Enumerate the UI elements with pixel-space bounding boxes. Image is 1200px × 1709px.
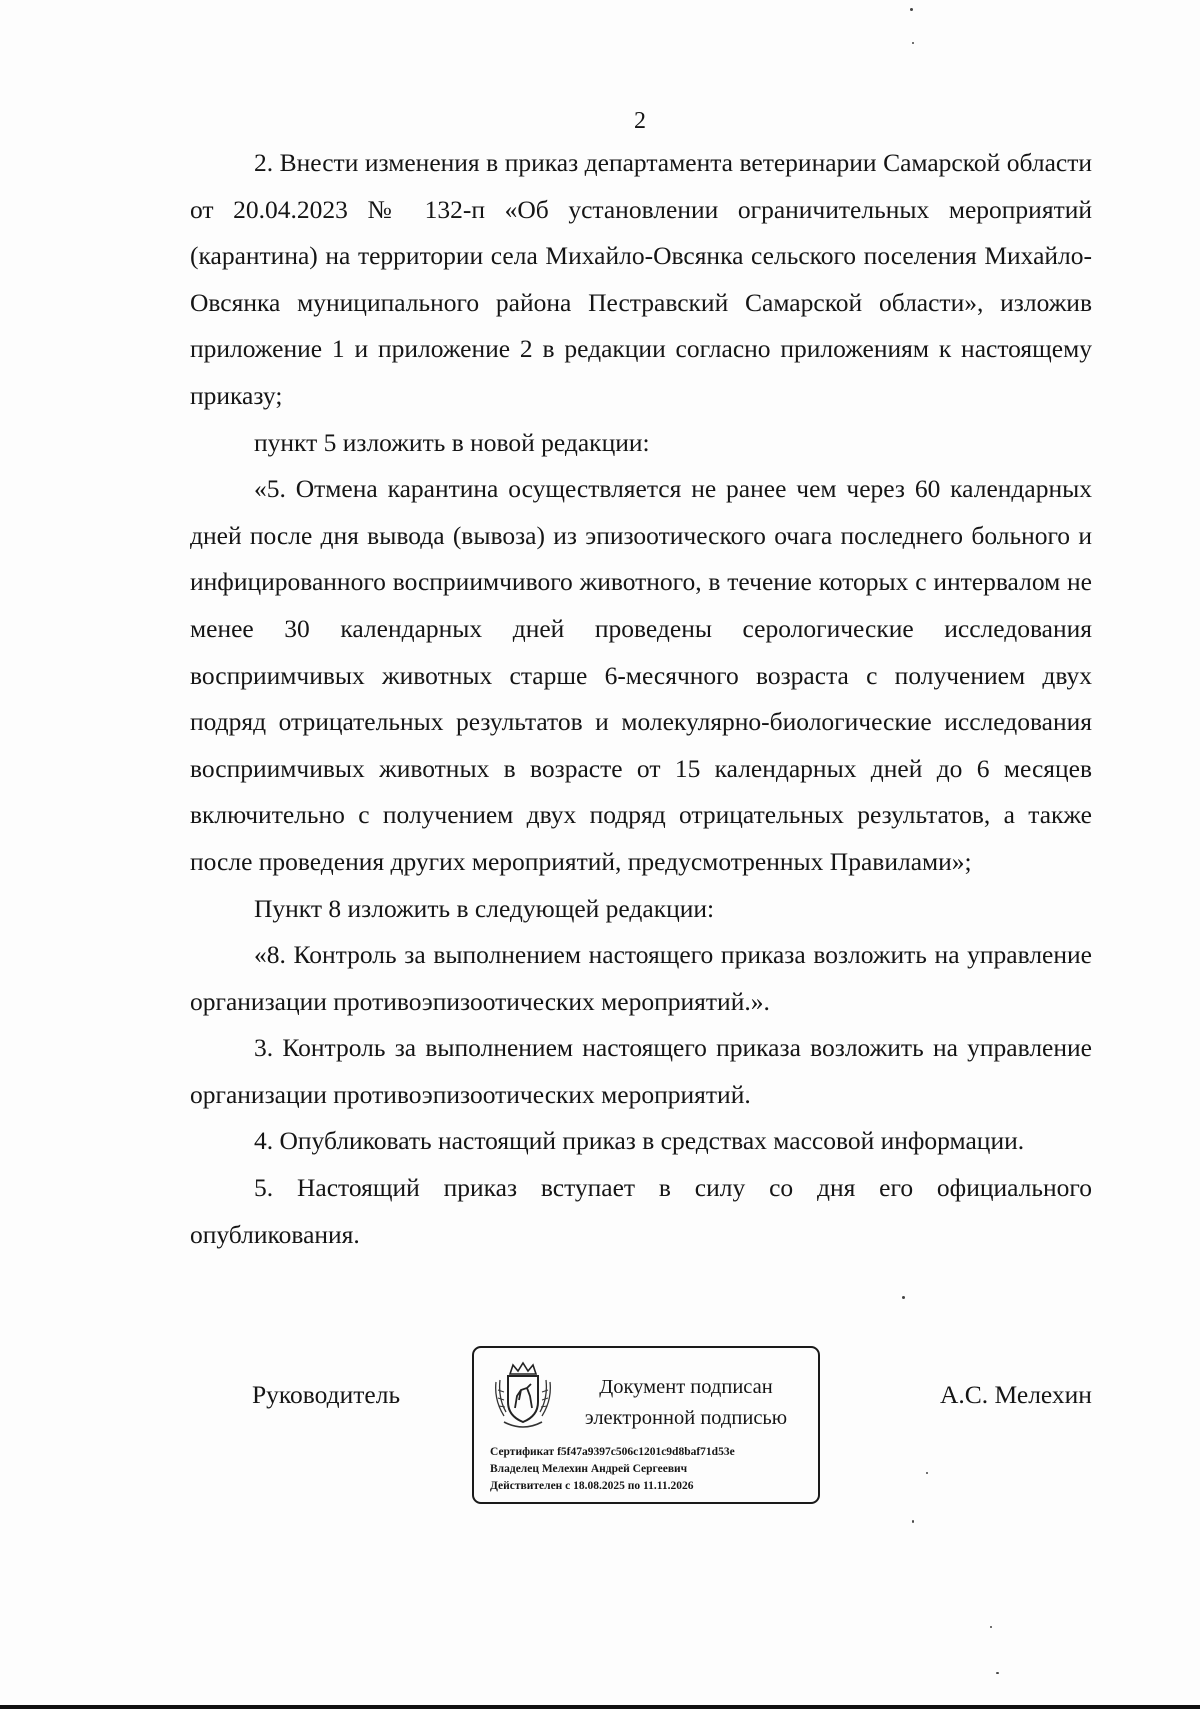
scan-bottom-border: [0, 1705, 1200, 1709]
paragraph-3: 3. Контроль за выполнением настоящего приказа возложить на управление организации противоэпизоотических мероприятий.: [190, 1033, 1092, 1109]
scan-speck: [990, 1626, 992, 1628]
stamp-title: [566, 1372, 806, 1434]
paragraph-4: 4. Опубликовать настоящий приказ в средствах массовой информации.: [254, 1126, 1025, 1156]
page-number: 2: [634, 108, 646, 134]
scan-speck: [902, 1296, 905, 1299]
samara-coat-of-arms-icon: [490, 1360, 556, 1434]
electronic-signature-stamp: [472, 1346, 820, 1504]
scan-speck: [926, 1472, 928, 1474]
stamp-owner: Владелец Мелехин Андрей Сергеевич: [490, 1463, 688, 1475]
document-body: [190, 140, 1092, 1258]
paragraph-5: 5. Настоящий приказ вступает в силу со дня его официального опубликования.: [190, 1173, 1092, 1249]
stamp-title-line-2: электронной подписью: [584, 1407, 788, 1429]
paragraph-point-8-intro: Пункт 8 изложить в следующей редакции:: [254, 893, 715, 923]
paragraph-point-5-text: «5. Отмена карантина осуществляется не ранее чем через 60 календарных дней после дня вывода (вывоза) из эпизоотического очага последнего больного и инфицированного восприимчивого животного, в течение которых с интервалом не менее 30 календарных дней проведены серологические исследования восприимчивых животных старше 6-месячного возраста с получением двух подряд отрицательных результатов и молекулярно-биологические исследования восприимчивых животных в возрасте от 15 календарных дней до 6 месяцев включительно с получением двух подряд отрицательных результатов, а также после проведения других мероприятий, предусмотренных Правилами»;: [190, 474, 1092, 876]
paragraph-2: 2. Внести изменения в приказ департамента ветеринарии Самарской области от 20.04.2023 № 132-п «Об установлении ограничительных мероприятий (карантина) на территории села Михайло-Овсянка сельского поселения Михайло-Овсянка муниципального района Пестравский Самарской области», изложив приложение 1 и приложение 2 в редакции согласно приложениям к настоящему приказу;: [190, 148, 1092, 410]
scan-speck: [910, 8, 913, 11]
stamp-validity: Действителен с 18.08.2025 по 11.11.2026: [490, 1480, 694, 1492]
paragraph-point-8-text: «8. Контроль за выполнением настоящего приказа возложить на управление организации противоэпизоотических мероприятий.».: [190, 940, 1092, 1016]
scan-speck: [996, 1672, 999, 1674]
signature-block: [0, 1346, 1200, 1516]
stamp-certificate: Сертификат f5f47a9397c506c1201c9d8baf71d53e: [490, 1446, 735, 1458]
paragraph-point-5-intro: пункт 5 изложить в новой редакции:: [254, 427, 650, 457]
scan-speck: [912, 1520, 914, 1523]
stamp-details: [490, 1444, 735, 1495]
signer-role: Руководитель: [252, 1380, 401, 1409]
stamp-title-line-1: Документ подписан: [599, 1376, 773, 1398]
scan-speck: [912, 42, 914, 44]
signer-name: А.С. Мелехин: [940, 1380, 1092, 1409]
